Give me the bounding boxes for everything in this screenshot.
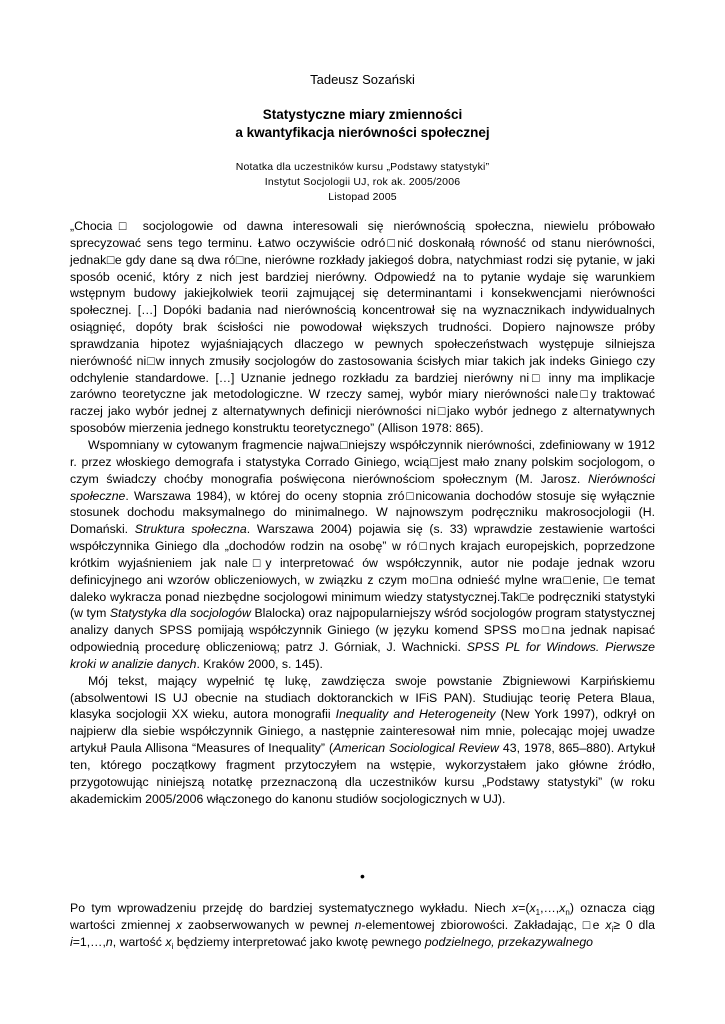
- page-title: [0, 106, 725, 142]
- paragraph-definition: [70, 900, 655, 951]
- text-run: . Warszawa 1984), w której do oceny stopnia zró□nicowania dochodów stosuje się wyłącznie stosunek dochodu maksymalnego do minimalnego. W najnowszym podręczniku makrosocjologii (H. Domański.: [70, 488, 655, 537]
- title-line-2: a kwantyfikacja nierówności społecznej: [235, 125, 490, 140]
- math-subscript: i: [171, 941, 174, 951]
- text-run: ) oznacza ciąg wartości zmiennej: [70, 901, 655, 932]
- book-title: Inequality and Heterogeneity: [335, 707, 496, 722]
- title-line-1: Statystyczne miary zmienności: [262, 107, 463, 122]
- math-var: x: [605, 917, 612, 932]
- math-var: x: [529, 901, 536, 915]
- math-var: n: [354, 917, 362, 932]
- text-run: Mój tekst, mający wypełnić tę lukę, zawdzięcza swoje powstanie Zbigniewowi Karpińskiemu (absolwentowi IS UJ obecnie na studiach doktoranckich w IFiS PAN). Studiując teorię Petera Blaua, klasyka socjologii XX wieku, autora monografii: [70, 673, 655, 722]
- author-name: Tadeusz Sozański: [310, 72, 415, 87]
- emphasis-text: podzielnego, przekazywalnego: [424, 934, 594, 949]
- text-run: . Warszawa 2004) pojawia się (s. 33) wprawdzie zestawienie wartości współczynnika Giniego dla „dochodów rodzin na osobę” w ró□nych krajach europejskich, poprzedzone krótkim wyjaśnieniem jak nale□y interpretować ów współczynnik, autor nie podaje jednak wzoru definicyjnego ani wzorów obliczeniowych, w związku z czym mo□na odnieść mylne wra□enie, □e temat daleko wykracza ponad niezbędne socjologowi minimum wiedzy statystycznej.Tak□e podręczniki statystyki (w tym: [70, 522, 655, 621]
- book-title: Struktura społeczna: [134, 522, 247, 537]
- section-body: [70, 900, 655, 951]
- main-body: [70, 218, 655, 808]
- text-run: będziemy interpretować jako kwotę pewnego: [173, 934, 425, 949]
- book-title: SPSS PL for Windows. Pierwsze kroki w analizie danych: [70, 640, 655, 671]
- math-subscript: i: [611, 924, 614, 934]
- course-note: [0, 160, 725, 205]
- paragraph-origin: [70, 673, 655, 808]
- text-run: ,…,: [540, 901, 560, 915]
- math-subscript: 1: [535, 908, 541, 917]
- note-line-1: Notatka dla uczestników kursu „Podstawy statystyki”: [235, 161, 490, 173]
- text-run: zaobserwowanych w pewnej: [182, 917, 355, 932]
- text-run: Blalocka) oraz najpopularniejszy wśród socjologów program statystycznej analizy danych SPSS pomijają współczynnik Giniego (w języku komend SPSS mo□na jednak napisać odpowiednią procedurę obliczeniową; patrz J. Górniak, J. Wachnicki.: [70, 606, 655, 655]
- math-var: n: [105, 934, 113, 949]
- book-title: Statystyka dla socjologów: [109, 606, 251, 621]
- text-run: =1,…,: [72, 934, 106, 949]
- journal-title: American Sociological Review: [333, 741, 499, 756]
- text-run: ≥ 0 dla: [613, 917, 655, 932]
- text-run: Po tym wprowadzeniu przejdę do bardziej systematycznego wykładu. Niech: [70, 901, 513, 915]
- math-var: i: [70, 934, 73, 949]
- note-line-3: Listopad 2005: [328, 191, 397, 203]
- math-subscript: n: [565, 908, 570, 917]
- text-run: -elementowej zbiorowości. Zakładając, □e: [361, 917, 606, 932]
- note-line-2: Instytut Socjologii UJ, rok ak. 2005/2006: [264, 176, 461, 188]
- math-var: x: [176, 917, 183, 932]
- math-var: x: [512, 901, 519, 915]
- text-run: , wartość: [112, 934, 166, 949]
- math-var: x: [165, 934, 172, 949]
- section-separator: •: [360, 868, 365, 884]
- math-var: x: [559, 901, 566, 915]
- book-title: Nierówności społeczne: [70, 471, 655, 503]
- text-run: Wspomniany w cytowanym fragmencie najwa□niejszy współczynnik nierówności, zdefiniowany w 1912 r. przez włoskiego demografa i statystyka Corrado Giniego, wcią□jest mało znany polskim socjologom, o czym świadczy choćby monografia poświęcona nierównościom społecznym (M. Jarosz.: [70, 437, 655, 486]
- paragraph-quote: „Chocia□ socjologowie od dawna interesowali się nierównością społeczna, niewielu próbowało sprecyzować sens tego terminu. Łatwo oczywiście odró□nić doskonałą równość od stanu nierówności, jednak□e gdy dane są dwa ró□ne, nierówne rozkłady jakiegoś dobra, natychmiast rodzi się pytanie, w jaki sposób ocenić, który z nich jest bardziej nierówny. Odpowiedź na to pytanie wydaje się warunkiem wstępnym budowy jakiejkolwiek teorii zajmującej się determinantami i konsekwencjami nierówności społecznej. […] Dopóki badania nad nierównością koncentrował się na wyznacznikach indywidualnych osiągnięć, dopóty brak ścisłości nie powodował większych trudności. Dopiero najnowsze próby sprawdzania hipotez wyjaśniających dlaczego w pewnych społeczeństwach występuje silniejsza nierówność ni□w innych zmusiły socjologów do zastosowania ścisłych miar takich jak indeks Giniego czy odchylenie standardowe. […] Uznanie jednego rozkładu za bardziej nierówny ni□ inny ma implikacje zarówno teoretyczne jak metodologiczne. W rzeczy samej, wybór miary nierówności nale□y traktować raczej jako wybór jednej z alternatywnych definicji nierówności ni□jako wybór jednego z alternatywnych sposobów mierzenia jednego konstruktu teoretycznego” (Allison 1978: 865).: [70, 219, 655, 436]
- text-run: (New York 1997), odkrył on najpierw dla siebie współczynnik Giniego, a następnie zainteresował nim mnie, polecając mojej uwadze artykuł Paula Allisona “Measures of Inequality” (: [70, 707, 656, 756]
- text-run: . Kraków 2000, s. 145).: [196, 656, 323, 671]
- text-run: =(: [518, 901, 530, 915]
- paragraph-gini-intro: [70, 437, 655, 673]
- text-run: 43, 1978, 865–880). Artykuł ten, którego początkowy fragment przytoczyłem na wstępie, wykorzystałem jako główne źródło, przygotowując niniejszą notatkę przeznaczoną dla uczestników kursu „Podstawy statystyki” (w roku akademickim 2005/2006 włączonego do kanonu studiów socjologicznych w UJ).: [70, 741, 655, 806]
